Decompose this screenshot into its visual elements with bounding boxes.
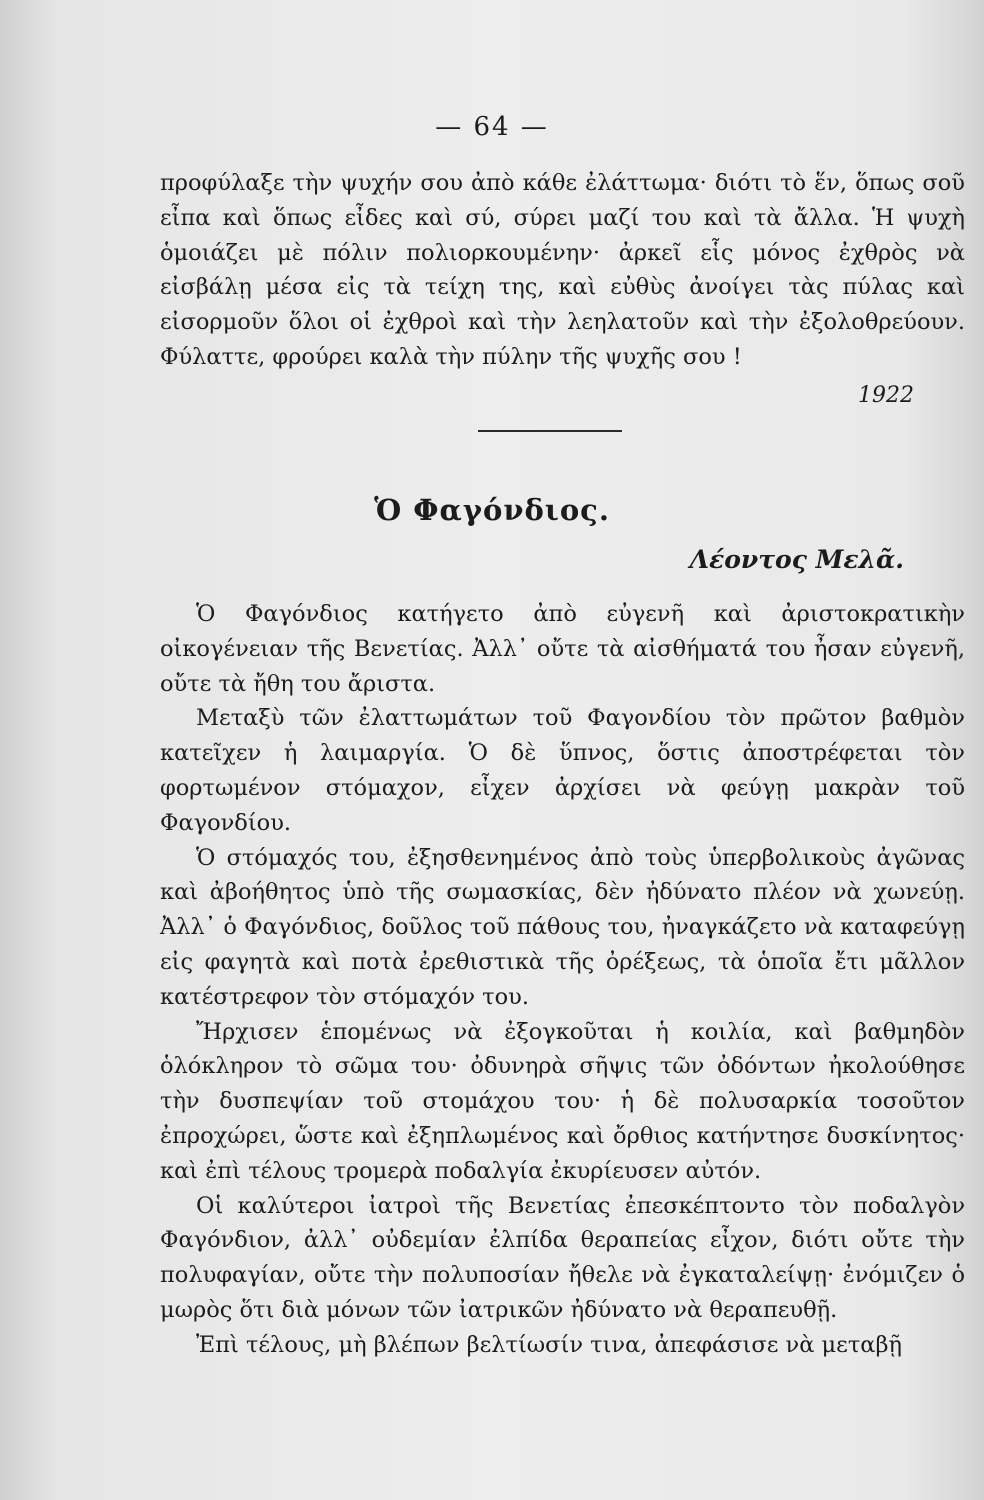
story-body (160, 597, 965, 1363)
section-divider (478, 430, 622, 432)
story-paragraph-6: Ἐπὶ τέλους, μὴ βλέπων βελτίωσίν τινα, ἀπεφάσισε νὰ μεταβῇ (196, 1331, 902, 1358)
story-title: Ὁ Φαγόνδιος. (374, 493, 610, 527)
story-paragraph-5: Οἱ καλύτεροι ἰατροὶ τῆς Βενετίας ἐπεσκέπτοντο τὸν ποδαλγὸν Φαγόνδιον, ἀλλ᾿ οὐδεμίαν ἐλπίδα θεραπείας εἶχον, διότι οὔτε τὴν πολυφαγίαν, οὔτε τὴν πολυποσίαν ἤθελε νὰ ἐγκαταλείψῃ· ἐνόμιζεν ὁ μωρὸς ὅτι διὰ μόνων τῶν ἰατρικῶν ἠδύνατο νὰ θεραπευθῇ. (160, 1192, 965, 1323)
previous-piece-ending (160, 166, 965, 375)
previous-piece-paragraph: προφύλαξε τὴν ψυχήν σου ἀπὸ κάθε ἐλάττωμα· διότι τὸ ἕν, ὅπως σοῦ εἶπα καὶ ὅπως εἶδες καὶ σύ, σύρει μαζί του καὶ τὰ ἄλλα. Ἡ ψυχὴ ὁμοιάζει μὲ πόλιν πολιορκουμένην· ἀρκεῖ εἷς μόνος ἐχθρὸς νὰ εἰσβάλῃ μέσα εἰς τὰ τείχη της, καὶ εὐθὺς ἀνοίγει τὰς πύλας καὶ εἰσορμοῦν ὅλοι οἱ ἐχθροὶ καὶ τὴν λεηλατοῦν καὶ τὴν ἐξολοθρεύουν. Φύλαττε, φρούρει καλὰ τὴν πύλην τῆς ψυχῆς σου ! (160, 170, 965, 370)
story-paragraph-1: Ὁ Φαγόνδιος κατήγετο ἀπὸ εὐγενῆ καὶ ἀριστοκρατικὴν οἰκογένειαν τῆς Βενετίας. Ἀλλ᾿ οὔτε τὰ αἰσθήματά του ἦσαν εὐγενῆ, οὔτε τὰ ἤθη του ἄριστα. (160, 601, 965, 697)
previous-piece-year: 1922 (858, 383, 914, 408)
page-number: — 64 — (435, 112, 549, 142)
story-paragraph-3: Ὁ στόμαχός του, ἐξησθενημένος ἀπὸ τοὺς ὑπερβολικοὺς ἀγῶνας καὶ ἀβοήθητος ὑπὸ τῆς σωμασκίας, δὲν ἠδύνατο πλέον νὰ χωνεύῃ. Ἀλλ᾿ ὁ Φαγόνδιος, δοῦλος τοῦ πάθους του, ἠναγκάζετο νὰ καταφεύγῃ εἰς φαγητὰ καὶ ποτὰ ἐρεθιστικὰ τῆς ὀρέξεως, τὰ ὁποῖα ἔτι μᾶλλον κατέστρεφον τὸν στόμαχόν του. (160, 844, 965, 1010)
story-paragraph-4: Ἤρχισεν ἑπομένως νὰ ἐξογκοῦται ἡ κοιλία, καὶ βαθμηδὸν ὁλόκληρον τὸ σῶμα του· ὀδυνηρὰ σῆψις τῶν ὀδόντων ἠκολούθησε τὴν δυσπεψίαν τοῦ στομάχου του· ἡ δὲ πολυσαρκία τοσοῦτον ἐπροχώρει, ὥστε καὶ ἐξηπλωμένος καὶ ὄρθιος κατήντησε δυσκίνητος· καὶ ἐπὶ τέλους τρομερὰ ποδαλγία ἐκυρίευσεν αὐτόν. (160, 1018, 965, 1184)
story-author: Λέοντος Μελᾶ. (689, 545, 904, 574)
story-paragraph-2: Μεταξὺ τῶν ἐλαττωμάτων τοῦ Φαγονδίου τὸν πρῶτον βαθμὸν κατεῖχεν ἡ λαιμαργία. Ὁ δὲ ὕπνος, ὅστις ἀποστρέφεται τὸν φορτωμένον στόμαχον, εἶχεν ἀρχίσει νὰ φεύγῃ μακρὰν τοῦ Φαγονδίου. (160, 705, 965, 836)
